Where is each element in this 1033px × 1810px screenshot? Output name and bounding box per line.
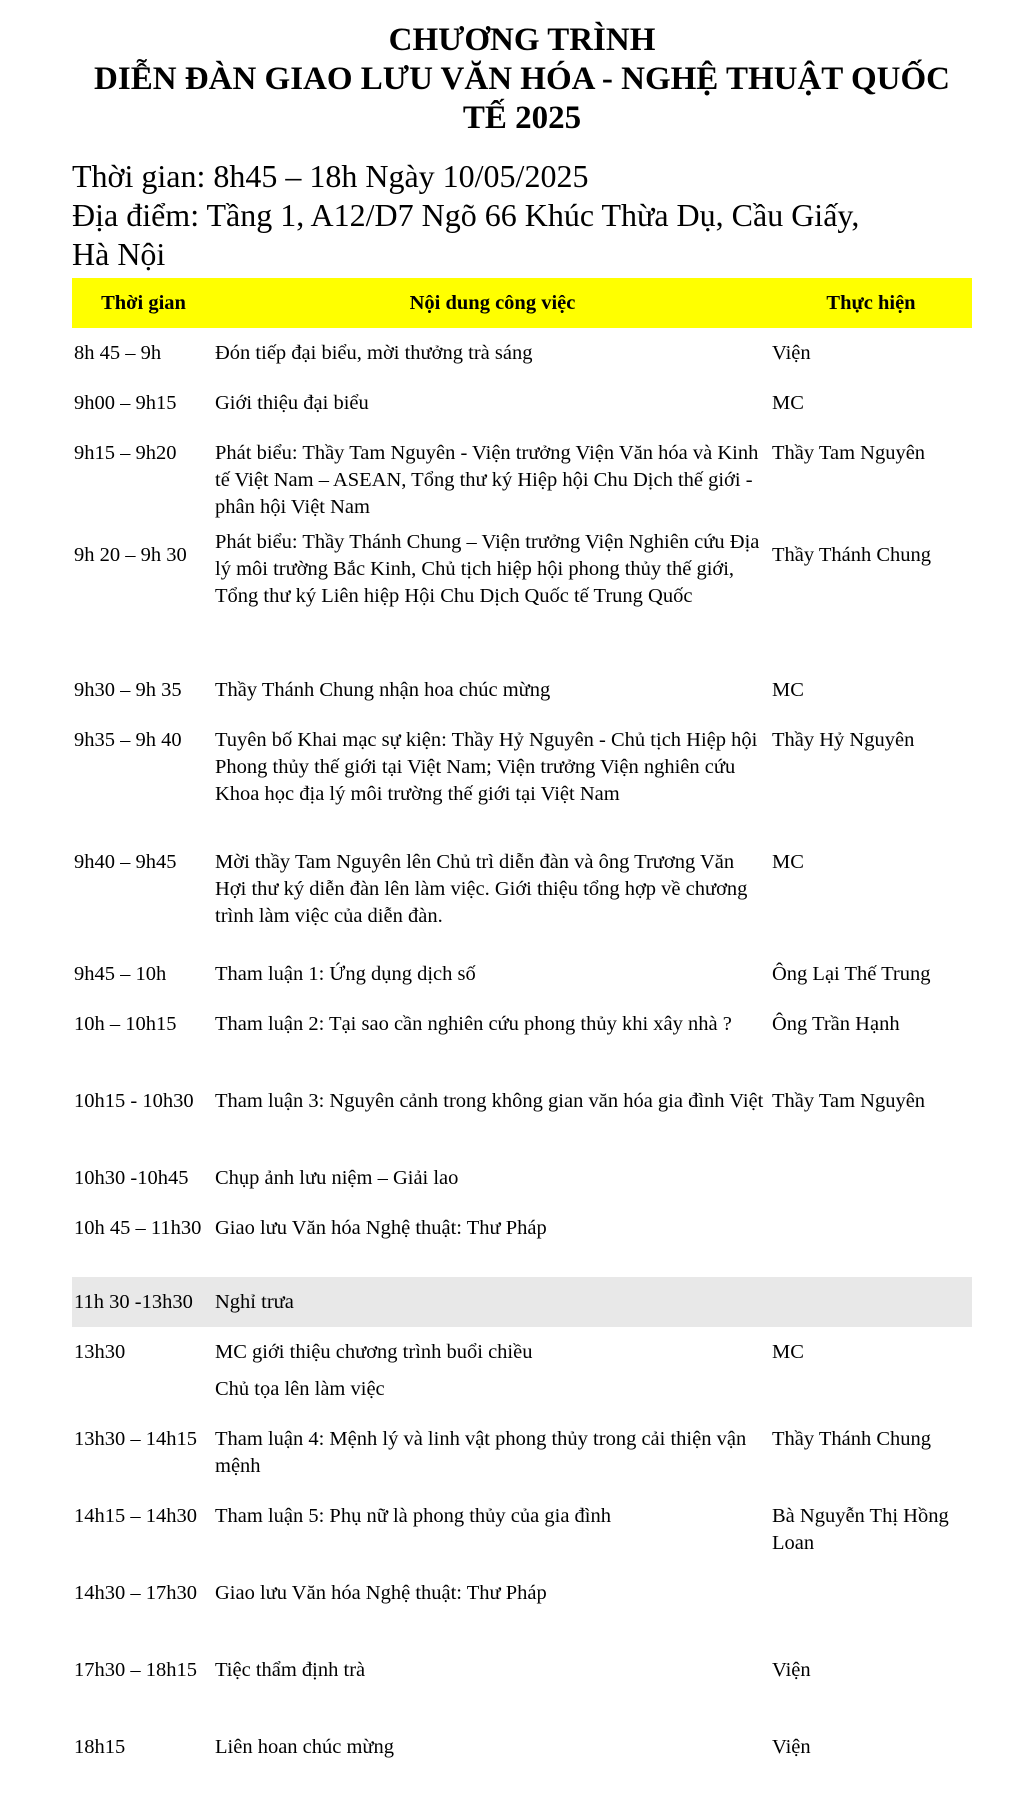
row-presenter: Viện: [772, 342, 811, 364]
row-time: 11h 30 -13h30: [72, 1277, 215, 1327]
event-location: Địa điểm: Tầng 1, A12/D7 Ngõ 66 Khúc Thừa Dụ, Cầu Giấy,: [72, 197, 860, 233]
row-content: Phát biểu: Thầy Tam Nguyên - Viện trưởng Viện Văn hóa và Kinh tế Việt Nam – ASEAN, Tổng thư ký Hiệp hội Chu Dịch thế giới - phân hội Việt Nam: [215, 442, 759, 518]
row-time: 10h15 - 10h30: [74, 1090, 194, 1112]
row-content: Tiệc thẩm định trà: [215, 1659, 366, 1681]
row-content: Phát biểu: Thầy Thánh Chung – Viện trưởng Viện Nghiên cứu Địa lý môi trường Bắc Kinh, Chủ tịch hiệp hội phong thủy thế giới, Tổng thư ký Liên hiệp Hội Chu Dịch Quốc tế Trung Quốc: [215, 531, 760, 607]
row-presenter: Viện: [772, 1659, 811, 1681]
row-time: 13h30: [74, 1341, 126, 1363]
row-time: 10h30 -10h45: [74, 1167, 189, 1189]
table-row: [72, 1203, 972, 1277]
row-time: 9h35 – 9h 40: [74, 729, 182, 751]
row-content: Chụp ảnh lưu niệm – Giải lao: [215, 1167, 459, 1189]
event-location-cont: Hà Nội: [72, 236, 166, 272]
title-line-1: CHƯƠNG TRÌNH: [388, 22, 656, 58]
row-content: Đón tiếp đại biểu, mời thưởng trà sáng: [215, 342, 533, 364]
row-content: Liên hoan chúc mừng: [215, 1736, 395, 1758]
row-time: 17h30 – 18h15: [74, 1659, 197, 1681]
row-presenter: MC: [772, 1341, 804, 1363]
row-time: 9h45 – 10h: [74, 963, 167, 985]
row-presenter: MC: [772, 679, 804, 701]
header-content: Nội dung công việc: [215, 278, 770, 328]
row-content: Tham luận 5: Phụ nữ là phong thủy của gia đình: [215, 1505, 611, 1527]
row-time: 9h15 – 9h20: [74, 442, 177, 464]
row-content: Tham luận 3: Nguyên cảnh trong không gian văn hóa gia đình Việt: [215, 1090, 764, 1112]
row-content: Thầy Thánh Chung nhận hoa chúc mừng: [215, 679, 551, 701]
row-content: Tuyên bố Khai mạc sự kiện: Thầy Hỷ Nguyên - Chủ tịch Hiệp hội Phong thủy thế giới tại Việt Nam; Viện trưởng Viện nghiên cứu Khoa học địa lý môi trường thế giới tại Việt Nam: [215, 729, 758, 805]
row-presenter: Thầy Thánh Chung: [772, 1428, 932, 1450]
table-header-row: [72, 278, 972, 328]
table-row: [72, 1645, 972, 1722]
event-info: [72, 157, 972, 274]
row-presenter: Bà Nguyễn Thị Hồng Loan: [772, 1505, 949, 1554]
row-time: 18h15: [74, 1736, 126, 1758]
row-time: 8h 45 – 9h: [74, 342, 162, 364]
row-presenter: Thầy Tam Nguyên: [772, 1090, 926, 1112]
table-row-lunch: [72, 1277, 972, 1327]
row-time: 9h30 – 9h 35: [74, 679, 182, 701]
table-row: [72, 428, 972, 525]
row-content: Tham luận 2: Tại sao cần nghiên cứu phong thủy khi xây nhà ?: [215, 1013, 732, 1035]
row-content-main: MC giới thiệu chương trình buổi chiều: [215, 1341, 533, 1363]
table-row: [72, 328, 972, 378]
row-presenter: [770, 1568, 972, 1645]
row-presenter: Ông Lại Thế Trung: [772, 963, 931, 985]
row-presenter: MC: [772, 392, 804, 414]
event-time: Thời gian: 8h45 – 18h Ngày 10/05/2025: [72, 158, 589, 194]
table-row: [72, 1491, 972, 1568]
row-content: Tham luận 4: Mệnh lý và linh vật phong thủy trong cải thiện vận mệnh: [215, 1428, 747, 1477]
table-row: [72, 1076, 972, 1153]
row-time: 10h – 10h15: [74, 1013, 177, 1035]
row-presenter: MC: [772, 851, 804, 873]
document-page: [72, 0, 972, 1772]
table-row: [72, 525, 972, 665]
row-time: 14h30 – 17h30: [74, 1582, 197, 1604]
table-row: [72, 1568, 972, 1645]
row-presenter: [770, 1203, 972, 1277]
document-title: [72, 21, 972, 138]
row-presenter: Thầy Thánh Chung: [772, 544, 932, 566]
table-row: [72, 378, 972, 428]
table-row: [72, 949, 972, 999]
row-time: 9h40 – 9h45: [74, 851, 177, 873]
row-presenter: Thầy Hỷ Nguyên: [772, 729, 915, 751]
row-time: 14h15 – 14h30: [74, 1505, 197, 1527]
table-row: [72, 1414, 972, 1491]
table-row: [72, 1153, 972, 1203]
row-content: Giới thiệu đại biểu: [215, 392, 369, 414]
table-row: [72, 665, 972, 715]
row-presenter: [770, 1277, 972, 1327]
row-content-extra: Chủ tọa lên làm việc: [215, 1378, 385, 1400]
row-presenter: Viện: [772, 1736, 811, 1758]
row-time: 9h 20 – 9h 30: [74, 544, 187, 566]
table-row: [72, 1722, 972, 1772]
row-presenter: Ông Trần Hạnh: [772, 1013, 900, 1035]
row-time: 13h30 – 14h15: [74, 1428, 197, 1450]
row-content: Giao lưu Văn hóa Nghệ thuật: Thư Pháp: [215, 1217, 547, 1239]
table-row: [72, 845, 972, 949]
title-line-2: DIỄN ĐÀN GIAO LƯU VĂN HÓA - NGHỆ THUẬT QUỐC: [94, 61, 950, 97]
schedule-table: [72, 278, 972, 1772]
table-row: [72, 999, 972, 1076]
table-row: [72, 715, 972, 845]
row-presenter: [770, 1153, 972, 1203]
row-presenter: Thầy Tam Nguyên: [772, 442, 926, 464]
row-content: Giao lưu Văn hóa Nghệ thuật: Thư Pháp: [215, 1582, 547, 1604]
row-content: [215, 1327, 770, 1414]
row-content: Tham luận 1: Ứng dụng dịch số: [215, 963, 476, 985]
title-line-3: TẾ 2025: [462, 100, 582, 136]
table-row: [72, 1327, 972, 1414]
header-time: Thời gian: [72, 278, 215, 328]
row-time: 9h00 – 9h15: [74, 392, 177, 414]
header-presenter: Thực hiện: [770, 278, 972, 328]
row-time: 10h 45 – 11h30: [74, 1217, 202, 1239]
row-content: Mời thầy Tam Nguyên lên Chủ trì diễn đàn và ông Trương Văn Hợi thư ký diễn đàn lên làm việc. Giới thiệu tổng hợp về chương trình làm việc của diễn đàn.: [215, 851, 748, 927]
row-content: Nghỉ trưa: [215, 1277, 770, 1327]
